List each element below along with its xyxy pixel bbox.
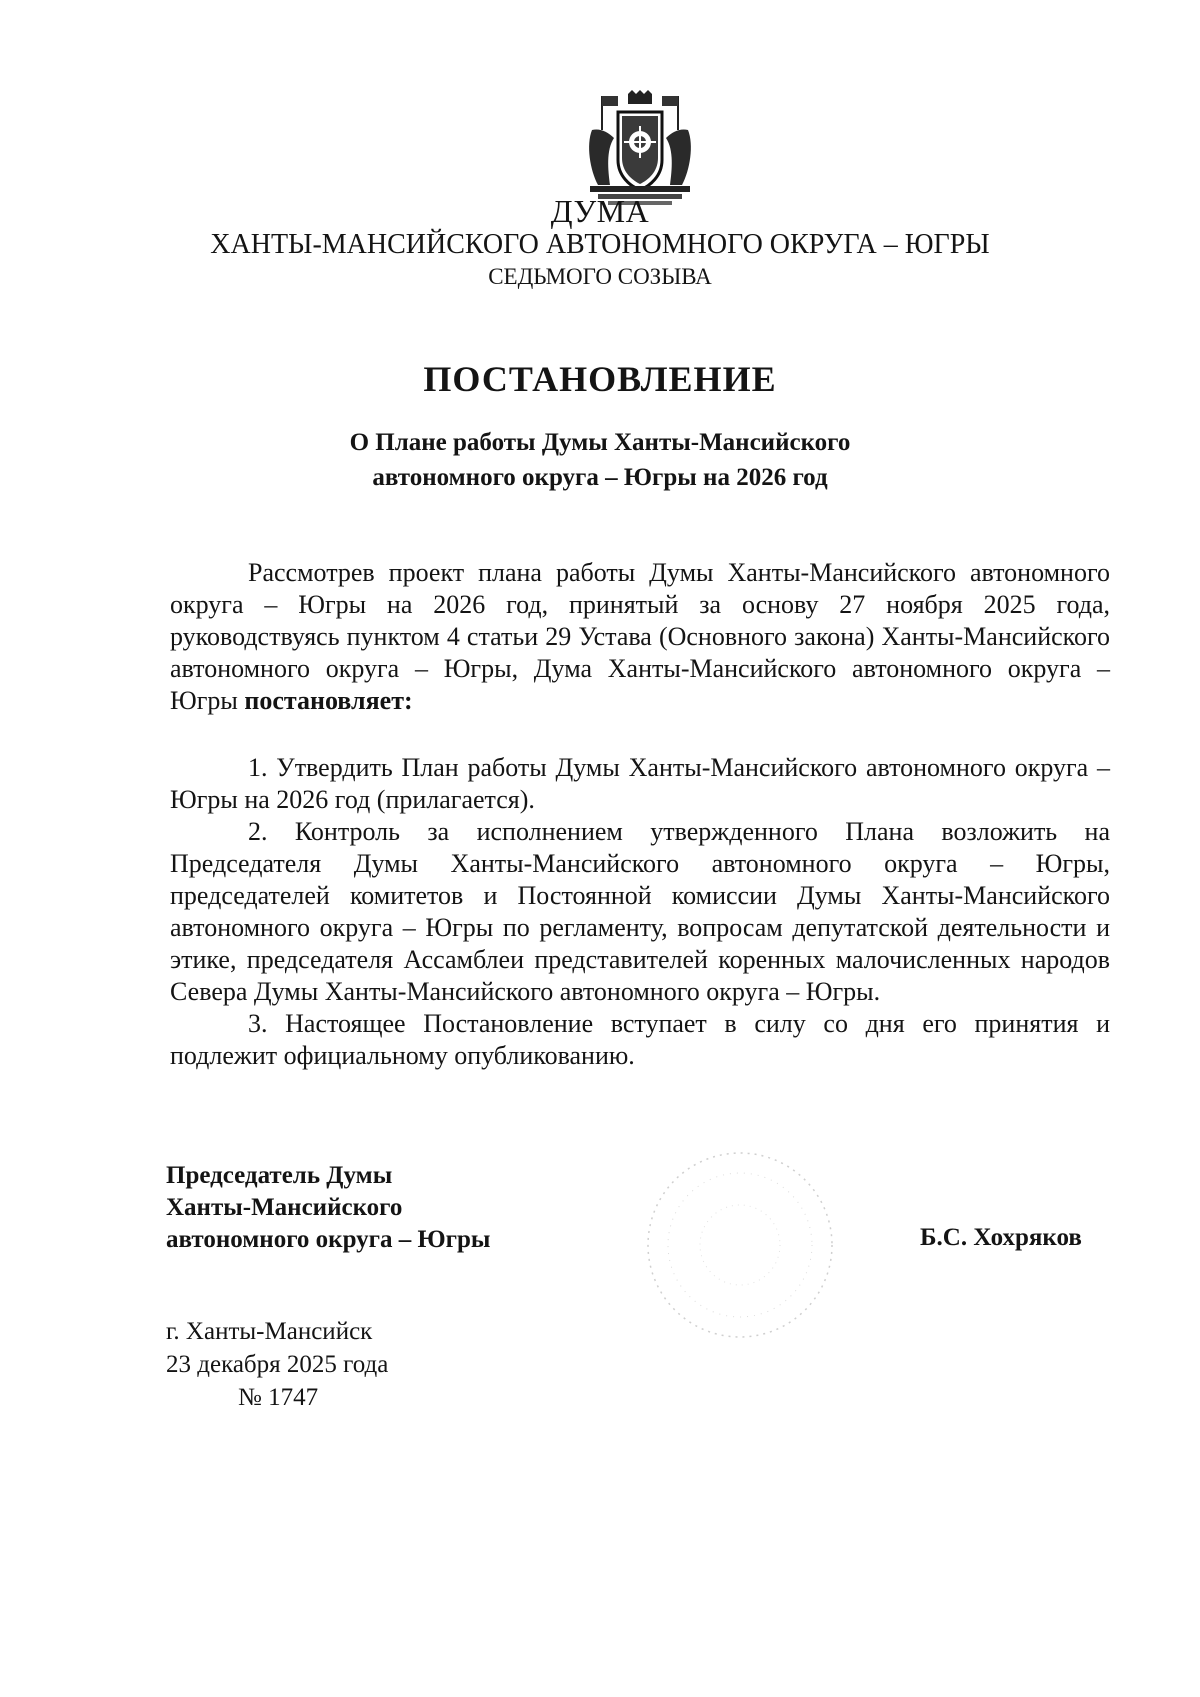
signatory-name: Б.С. Хохряков	[920, 1224, 1082, 1251]
date: 23 декабря 2025 года	[166, 1351, 389, 1378]
signatory-position-line: Председатель Думы	[166, 1162, 393, 1189]
coat-of-arms-icon	[584, 90, 696, 208]
place-and-date	[166, 1315, 388, 1414]
resolution-item: 3. Настоящее Постановление вступает в силу со дня его принятия и подлежит официальному опубликованию.	[170, 1009, 1110, 1070]
organization-full-name: ХАНТЫ-МАНСИЙСКОГО АВТОНОМНОГО ОКРУГА – ЮГРЫ	[210, 229, 990, 260]
preamble-paragraph	[170, 557, 1110, 717]
resolves-keyword: постановляет:	[244, 686, 413, 715]
resolution-item: 1. Утвердить План работы Думы Ханты-Мансийского автономного округа – Югры на 2026 год (прилагается).	[170, 753, 1110, 814]
city: г. Ханты-Мансийск	[166, 1318, 373, 1345]
document-subject	[0, 425, 1200, 495]
document-type-title: ПОСТАНОВЛЕНИЕ	[423, 359, 777, 399]
resolution-items	[170, 752, 1110, 1072]
document-subject-line: автономного округа – Югры на 2026 год	[372, 464, 828, 491]
official-seal-icon	[640, 1145, 840, 1345]
convocation: СЕДЬМОГО СОЗЫВА	[488, 264, 712, 289]
preamble-text: Рассмотрев проект плана работы Думы Ханты-Мансийского автономного округа – Югры на 2026 год, принятый за основу 27 ноября 2025 года, руководствуясь пунктом 4 статьи 29 Устава (Основного закона) Ханты-Мансийского автономного округа – Югры, Дума Ханты-Мансийского автономного округа – Югры	[170, 558, 1110, 715]
document-subject-line: О Плане работы Думы Ханты-Мансийского	[349, 429, 851, 456]
document-number: № 1747	[238, 1384, 319, 1411]
signatory-position	[166, 1160, 490, 1256]
organization-name: ДУМА	[550, 193, 650, 229]
signatory-position-line: Ханты-Мансийского	[166, 1194, 403, 1221]
resolution-item: 2. Контроль за исполнением утвержденного Плана возложить на Председателя Думы Ханты-Мансийского автономного округа – Югры, председателей комитетов и Постоянной комиссии Думы Ханты-Мансийского автономного округа – Югры по регламенту, вопросам депутатской деятельности и этике, председателя Ассамблеи представителей коренных малочисленных народов Севера Думы Ханты-Мансийского автономного округа – Югры.	[170, 817, 1110, 1006]
signatory-position-line: автономного округа – Югры	[166, 1226, 491, 1253]
